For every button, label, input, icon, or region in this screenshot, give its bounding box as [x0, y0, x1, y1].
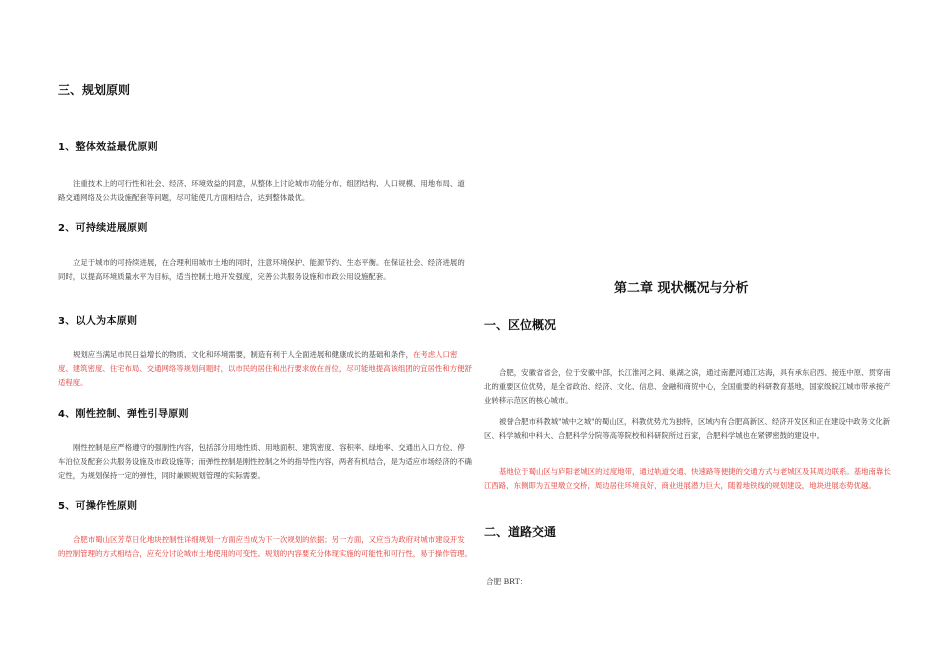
principle-3-title: 3、以人为本原则: [58, 316, 138, 327]
principle-4-title: 4、刚性控制、弹性引导原则: [58, 409, 189, 420]
principle-3-text: 规划应当满足市民日益增长的物质、文化和环境需要，制造有利于人全面进展和健康成长的基础和条件，在考虑人口密度、建筑密度、住宅布局、交通网络等规划问题时，以市民的居住和出行要求放在首位，尽可能地提高该组团的宜居性和方便舒适程度。: [58, 350, 472, 387]
principle-1-text: 注重技术上的可行性和社会、经济、环境效益的同意，从整体上讨论城市功能分布、组团结构、人口规模、用地布局、道路交通网络及公共设施配套等问题，尽可能使几方面相结合，达到整体最优。: [58, 179, 465, 202]
principle-2-text: 立足于城市的可持续进展，在合理利用城市土地的同时，注意环境保护、能源节约、生态平衡。在保证社会、经济进展的同时，以提高环境质量水平为目标，适当控制土地开发强度，完善公共服务设施和市政公用设施配套。: [58, 258, 465, 281]
principle-4-text: 刚性控制是应严格遵守的强制性内容，包括部分用地性质、用地面积、建筑密度、容积率、绿地率、交通出入口方位、停车泊位及配套公共服务设施及市政设施等；而弹性控制是刚性控制之外的指导性内容，两者有机结合，是为适应市场经济的不确定性，为规划保持一定的弹性，同时兼顾规划管理的实际需要。: [58, 443, 472, 480]
brt-label: 合肥 BRT：: [486, 577, 528, 586]
principle-2-title: 2、可持续进展原则: [58, 223, 148, 234]
section-heading-location: 一、区位概况: [484, 318, 557, 332]
location-paragraph-2: 被誉合肥市科教城"城中之城"的蜀山区，科教优势尤为独特，区域内有合肥高新区、经济开发区和正在建设中政务文化新区、科学城和中科大、合肥科学分院等高等院校和科研院所过百家，合肥科学城也在紧锣密鼓的建设中。: [484, 417, 891, 440]
section-heading-roads: 二、道路交通: [484, 525, 557, 539]
location-paragraph-3: 基地位于蜀山区与庐阳老城区的过度地带，通过轨道交通、快速路等便捷的交通方式与老城区及其周边联系。基地南靠长江西路，东侧即为五里墩立交桥，周边居住环境良好，商业进展潜力巨大，随着地铁线的规划建设，地块进展态势优越。: [484, 467, 891, 490]
principle-5-title: 5、可操作性原则: [58, 501, 138, 512]
principle-3-highlight: 在考虑人口密度、建筑密度、住宅布局、交通网络等规划问题时，以市民的居住和出行要求放在首位，尽可能地提高该组团的宜居性和方便舒适程度。: [58, 350, 472, 387]
location-paragraph-1: 合肥，安徽省省会，位于安徽中部，长江淮河之间、巢湖之滨，通过南淝河通江达海，具有承东启西、接连中原、贯穿南北的重要区位优势，是全省政治、经济、文化、信息、金融和商贸中心，全国重要的科研教育基地，国家级皖江城市带承接产业转移示范区的核心城市。: [484, 368, 891, 405]
principle-5-text: 合肥市蜀山区芳草日化地块控制性详细规划一方面应当成为下一次规划的依据；另一方面，又应当为政府对城市建设开发的控制管理的方式相结合，应充分讨论城市土地使用的可变性。规划的内容要充分体现实施的可能性和可行性，易于操作管理。: [58, 535, 472, 558]
chapter-title: 第二章 现状概况与分析: [614, 281, 749, 296]
section-heading-planning-principles: 三、规划原则: [58, 83, 131, 97]
principle-1-title: 1、整体效益最优原则: [58, 142, 158, 153]
